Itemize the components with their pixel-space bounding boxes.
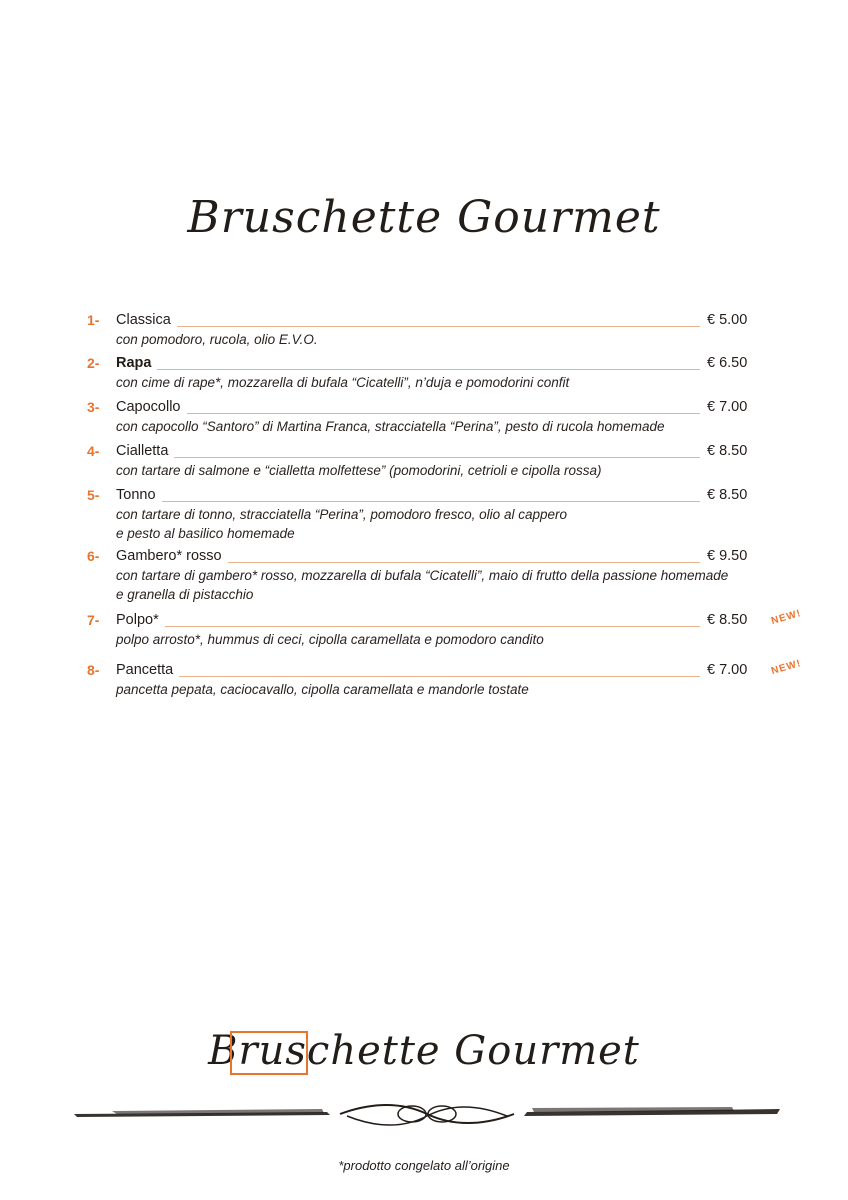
item-description bbox=[116, 417, 796, 436]
item-description bbox=[116, 680, 796, 699]
item-description-line: e granella di pistacchio bbox=[116, 587, 254, 602]
item-description bbox=[116, 566, 796, 604]
item-description-line: e pesto al basilico homemade bbox=[116, 526, 295, 541]
leader-line bbox=[116, 413, 700, 414]
item-name: Tonno bbox=[116, 485, 162, 505]
item-description-line: pancetta pepata, caciocavallo, cipolla caramellata e mandorle tostate bbox=[116, 682, 529, 697]
item-description bbox=[116, 330, 796, 349]
item-description bbox=[116, 630, 796, 649]
page-title: Bruschette Gourmet bbox=[187, 192, 661, 243]
item-number: 7- bbox=[87, 612, 100, 628]
item-price: € 6.50 bbox=[707, 355, 748, 371]
item-description bbox=[116, 461, 796, 480]
item-number: 1- bbox=[87, 312, 100, 328]
item-number: 8- bbox=[87, 662, 100, 678]
item-number: 5- bbox=[87, 487, 100, 503]
item-number: 2- bbox=[87, 355, 100, 371]
item-name: Gambero* rosso bbox=[116, 546, 228, 566]
item-name: Rapa bbox=[116, 353, 157, 373]
item-price: € 8.50 bbox=[707, 612, 748, 628]
item-description-line: con tartare di salmone e “cialletta molfettese” (pomodorini, cetrioli e cipolla rossa) bbox=[116, 463, 602, 478]
item-name: Capocollo bbox=[116, 397, 187, 417]
leader-line bbox=[116, 369, 700, 370]
new-badge: NEW! bbox=[770, 657, 803, 678]
item-number: 4- bbox=[87, 443, 100, 459]
item-description-line: con capocollo “Santoro” di Martina Franca, stracciatella “Perina”, pesto di rucola homemade bbox=[116, 419, 665, 434]
footer-logo-text: Bruschette Gourmet bbox=[208, 1028, 640, 1074]
item-price: € 8.50 bbox=[707, 487, 748, 503]
new-badge: NEW! bbox=[770, 607, 803, 628]
footer-logo-frame bbox=[230, 1031, 308, 1075]
item-name: Pancetta bbox=[116, 660, 179, 680]
item-name: Cialletta bbox=[116, 441, 174, 461]
item-description-line: con pomodoro, rucola, olio E.V.O. bbox=[116, 332, 318, 347]
item-description-line: con tartare di tonno, stracciatella “Perina”, pomodoro fresco, olio al cappero bbox=[116, 507, 567, 522]
item-description-line: polpo arrosto*, hummus di ceci, cipolla caramellata e pomodoro candito bbox=[116, 632, 544, 647]
leader-line bbox=[116, 326, 700, 327]
item-number: 3- bbox=[87, 399, 100, 415]
item-price: € 9.50 bbox=[707, 548, 748, 564]
item-price: € 7.00 bbox=[707, 662, 748, 678]
item-number: 6- bbox=[87, 548, 100, 564]
item-name: Polpo* bbox=[116, 610, 165, 630]
leader-line bbox=[116, 626, 700, 627]
leader-line bbox=[116, 676, 700, 677]
item-description bbox=[116, 505, 796, 543]
item-price: € 5.00 bbox=[707, 312, 748, 328]
footnote: *prodotto congelato all’origine bbox=[338, 1158, 510, 1173]
ornamental-divider bbox=[72, 1092, 782, 1134]
item-price: € 8.50 bbox=[707, 443, 748, 459]
item-description-line: con cime di rape*, mozzarella di bufala “Cicatelli”, n’duja e pomodorini confit bbox=[116, 375, 570, 390]
item-price: € 7.00 bbox=[707, 399, 748, 415]
item-description bbox=[116, 373, 796, 392]
item-name: Classica bbox=[116, 310, 177, 330]
leader-line bbox=[116, 501, 700, 502]
leader-line bbox=[116, 457, 700, 458]
item-description-line: con tartare di gambero* rosso, mozzarella di bufala “Cicatelli”, maio di frutto della passione homemade bbox=[116, 568, 729, 583]
